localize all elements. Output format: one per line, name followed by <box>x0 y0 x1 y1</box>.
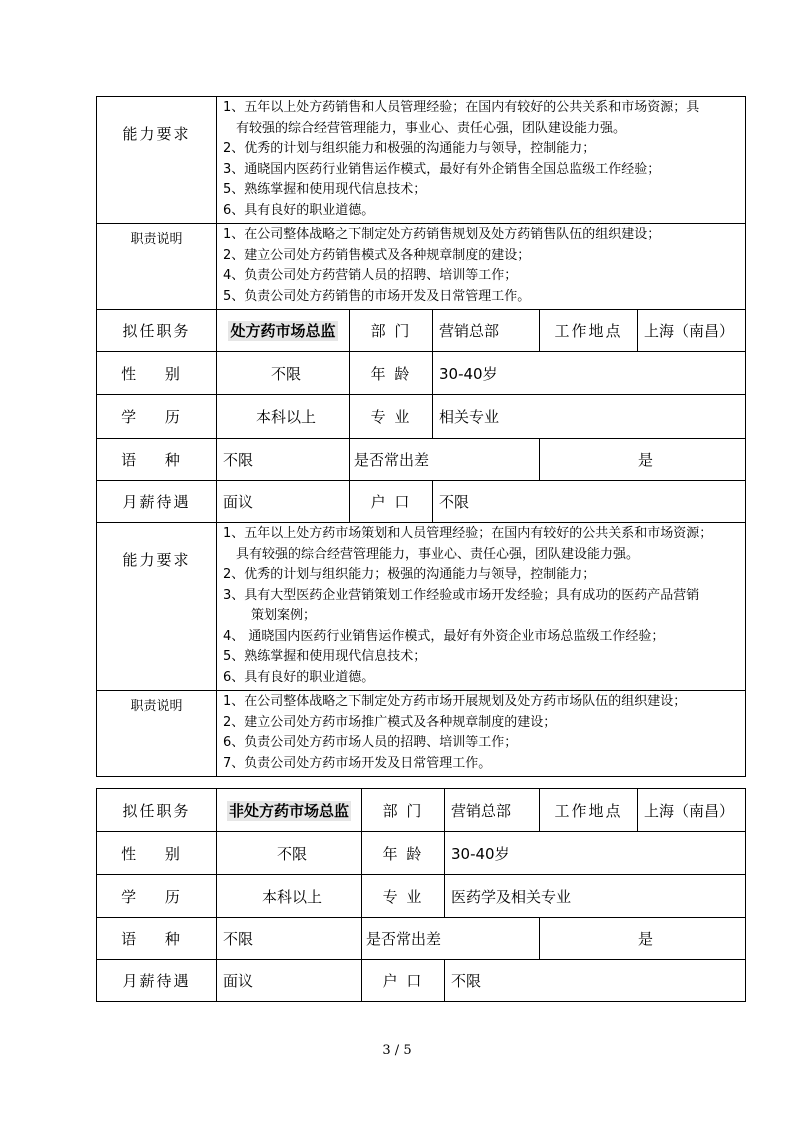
salary-hukou-row <box>97 481 746 523</box>
ability-label: 能力要求 <box>97 97 217 224</box>
gender-age-row <box>97 352 746 395</box>
position-label: 拟任职务 <box>97 310 217 352</box>
hukou-value: 不限 <box>433 481 746 523</box>
hukou-label: 户 口 <box>362 960 445 1002</box>
hukou-label: 户 口 <box>350 481 433 523</box>
edu-major-row <box>97 875 746 918</box>
edu-major-row <box>97 395 746 439</box>
salary-value: 面议 <box>217 481 350 523</box>
ability-line: 具有较强的综合经营管理能力，事业心、责任心强，团队建设能力强。 <box>236 546 640 562</box>
lang-label: 语 种 <box>97 918 217 960</box>
major-value: 医药学及相关专业 <box>445 875 746 918</box>
salary-label: 月薪待遇 <box>97 481 217 523</box>
edu-label: 学 历 <box>97 395 217 439</box>
position-label: 拟任职务 <box>97 789 217 832</box>
position-row <box>97 310 746 352</box>
position-value: 处方药市场总监 <box>230 322 336 340</box>
travel-value: 是 <box>540 918 746 960</box>
major-value: 相关专业 <box>433 395 746 439</box>
lang-value: 不限 <box>217 918 362 960</box>
ability-line: 5、熟练掌握和使用现代信息技术； <box>223 182 427 197</box>
location-value: 上海（南昌） <box>638 789 746 832</box>
edu-label: 学 历 <box>97 875 217 918</box>
gender-label: 性 别 <box>97 352 217 395</box>
major-label: 专 业 <box>350 395 433 439</box>
travel-label-text: 是否常出差 <box>366 930 442 948</box>
job-table-2 <box>96 788 746 1002</box>
ability-line: 6、具有良好的职业道德。 <box>223 669 375 685</box>
job-table-1 <box>96 96 746 777</box>
ability-text <box>217 523 746 691</box>
salary-value: 面议 <box>217 960 362 1002</box>
duty-row <box>97 224 746 310</box>
duty-line: 2、建立公司处方药销售模式及各种规章制度的建设； <box>223 247 531 263</box>
ability-line: 2、优秀的计划与组织能力和极强的沟通能力与领导，控制能力； <box>223 141 596 156</box>
duty-line: 4、负责公司处方药营销人员的招聘、培训等工作； <box>223 268 518 283</box>
duty-line: 2、建立公司处方药市场推广模式及各种规章制度的建设； <box>223 714 557 730</box>
travel-label <box>350 439 540 481</box>
gender-value: 不限 <box>217 832 362 875</box>
duty-line: 6、负责公司处方药市场人员的招聘、培训等工作； <box>223 735 518 750</box>
age-value: 30-40岁 <box>433 352 746 395</box>
ability-line: 6、具有良好的职业道德。 <box>223 202 375 218</box>
ability-row <box>97 97 746 224</box>
edu-value: 本科以上 <box>217 875 362 918</box>
salary-label: 月薪待遇 <box>97 960 217 1002</box>
position-title <box>217 789 362 832</box>
ability-line: 1、五年以上处方药销售和人员管理经验；在国内有较好的公共关系和市场资源；具 <box>223 100 700 115</box>
age-label: 年 龄 <box>362 832 445 875</box>
ability-line: 1、五年以上处方药市场策划和人员管理经验；在国内有较好的公共关系和市场资源； <box>223 526 713 541</box>
ability-text <box>217 97 746 224</box>
lang-value: 不限 <box>217 439 350 481</box>
dept-label: 部 门 <box>362 789 445 832</box>
salary-hukou-row <box>97 960 746 1002</box>
travel-value: 是 <box>540 439 746 481</box>
major-label: 专 业 <box>362 875 445 918</box>
ability-label: 能力要求 <box>97 523 217 691</box>
travel-label-text: 是否常出差 <box>354 451 430 469</box>
duty-line: 5、负责公司处方药销售的市场开发及日常管理工作。 <box>223 288 531 304</box>
duty-text <box>217 691 746 777</box>
hukou-value: 不限 <box>445 960 746 1002</box>
duty-label: 职责说明 <box>97 224 217 310</box>
location-label: 工作地点 <box>540 310 638 352</box>
lang-label: 语 种 <box>97 439 217 481</box>
ability-line: 2、优秀的计划与组织能力；极强的沟通能力与领导，控制能力； <box>223 567 596 582</box>
ability-line: 3、通晓国内医药行业销售运作模式，最好有外企销售全国总监级工作经验； <box>223 161 661 177</box>
location-label: 工作地点 <box>540 789 638 832</box>
age-label: 年 龄 <box>350 352 433 395</box>
ability-line: 5、熟练掌握和使用现代信息技术； <box>223 649 427 664</box>
dept-value: 营销总部 <box>433 310 540 352</box>
ability-line: 策划案例； <box>251 608 317 623</box>
page-number: 3 / 5 <box>382 1043 412 1058</box>
duty-line: 1、在公司整体战略之下制定处方药销售规划及处方药销售队伍的组织建设； <box>223 227 661 242</box>
ability-line: 有较强的综合经营管理能力，事业心、责任心强，团队建设能力强。 <box>236 120 627 136</box>
duty-label: 职责说明 <box>97 691 217 777</box>
dept-value: 营销总部 <box>445 789 540 832</box>
position-row <box>97 789 746 832</box>
ability-line: 3、具有大型医药企业营销策划工作经验或市场开发经验；具有成功的医药产品营销 <box>223 587 700 603</box>
location-value: 上海（南昌） <box>638 310 746 352</box>
duty-line: 1、在公司整体战略之下制定处方药市场开展规划及处方药市场队伍的组织建设； <box>223 694 687 709</box>
edu-value: 本科以上 <box>217 395 350 439</box>
duty-row <box>97 691 746 777</box>
ability-line: 4、 通晓国内医药行业销售运作模式，最好有外资企业市场总监级工作经验； <box>223 628 665 644</box>
gender-label: 性 别 <box>97 832 217 875</box>
duty-text <box>217 224 746 310</box>
position-value: 非处方药市场总监 <box>228 801 349 820</box>
dept-label: 部 门 <box>350 310 433 352</box>
age-value: 30-40岁 <box>445 832 746 875</box>
ability-row <box>97 523 746 691</box>
position-title <box>217 310 350 352</box>
gender-age-row <box>97 832 746 875</box>
travel-label <box>362 918 540 960</box>
gender-value: 不限 <box>217 352 350 395</box>
lang-travel-row <box>97 439 746 481</box>
lang-travel-row <box>97 918 746 960</box>
duty-line: 7、负责公司处方药市场开发及日常管理工作。 <box>223 755 492 771</box>
